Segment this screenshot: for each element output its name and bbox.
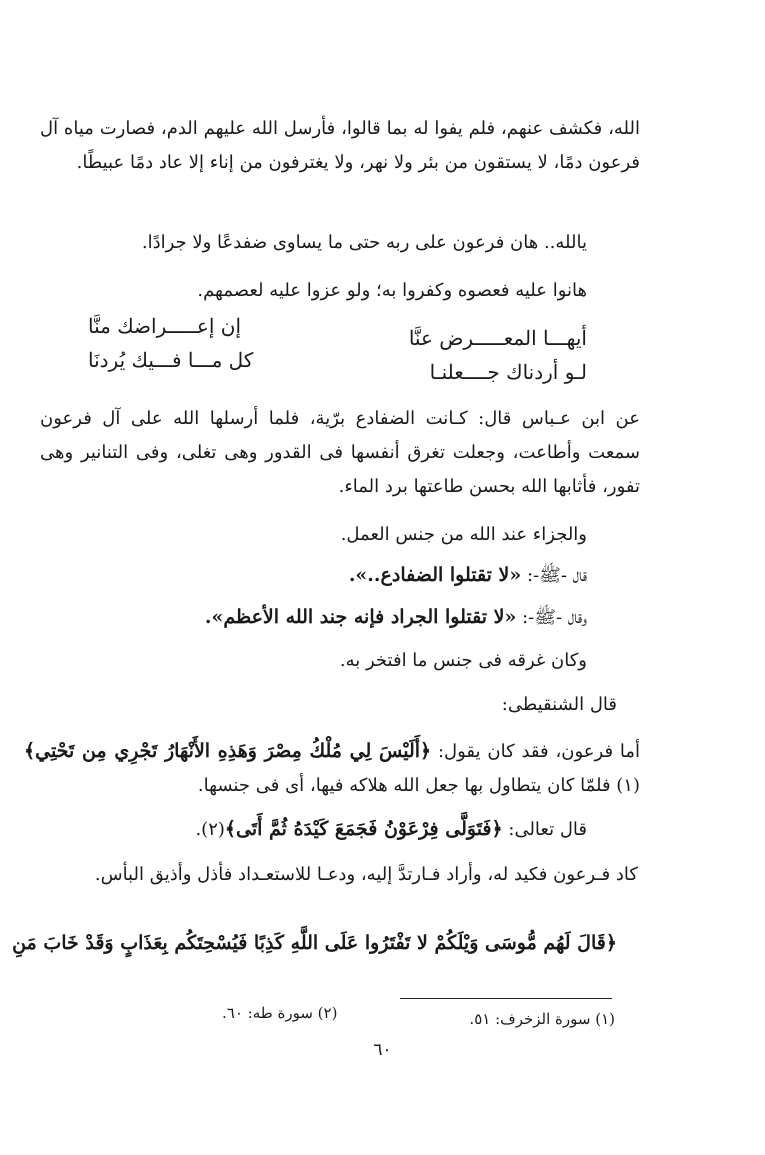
hadith-frogs-quote: «لا تقتلوا الضفادع..». (348, 564, 522, 586)
footnote-1: (١) سورة الزخرف: ٥١. (469, 1010, 615, 1028)
p11-quran-verse: ﴿فَتَوَلَّى فِرْعَوْنُ فَجَمَعَ كَيْدَهُ ثُمَّ أَتَى﴾ (224, 818, 503, 840)
verse-line-2-left: كل مـــا فـــيك يُردنَا (88, 348, 254, 372)
paragraph-4: عن ابن عـباس قال: كـانت الضفادع برّية، فلما أرسلها الله على آل فرعون سمعت وأطاعت، وجعلت تغرق أنفسها فى القدور وهى تغلى، وفى التنانير وهى تفور، فأثابها الله بحسن طاعتها برد الماء. (40, 408, 640, 497)
page-number: ٦٠ (373, 1040, 392, 1060)
paragraph-9: قال الشنقيطى: (501, 694, 617, 715)
p10-quran-verse: ﴿أَلَيْسَ لِي مُلْكُ مِصْرَ وَهَذِهِ الأَنْهَارُ تَجْرِي مِن تَحْتِي﴾ (24, 740, 432, 762)
p11-ref: (٢). (195, 819, 225, 840)
hadith-frogs (349, 564, 587, 590)
footnote-divider (400, 998, 612, 999)
verse-line-1-right: أيهـــا المعـــــرض عنَّا (408, 326, 587, 350)
verse-line-1-left: إن إعـــــراضك منَّا (88, 314, 242, 338)
paragraph-5: والجزاء عند الله من جنس العمل. (340, 524, 587, 545)
p10-rest: (١) فلمّا كان يتطاول بها جعل الله هلاكه فيها، أى فى جنسها. (197, 775, 640, 796)
footnote-2: (٢) سورة طه: ٦٠. (222, 1004, 338, 1022)
paragraph-11 (195, 818, 587, 840)
p11-prefix: قال تعالى: (502, 819, 587, 840)
paragraph-10 (24, 734, 640, 803)
paragraph-3: هانوا عليه فعصوه وكفروا به؛ ولو عزوا عليه لعصمهم. (197, 280, 587, 301)
hadith-locusts-prefix: وقال -ﷺ-: (516, 607, 587, 628)
hadith-frogs-prefix: قال -ﷺ-: (521, 565, 587, 586)
paragraph-2: يالله.. هان فرعون على ربه حتى ما يساوى ضفدعًا ولا جرادًا. (141, 232, 587, 253)
paragraph-12: كاد فـرعون فكيد له، وأراد فـارتدَّ إليه، ودعـا للاستعـداد فأذل وأذيق البأس. (94, 864, 638, 885)
paragraph-1: الله، فكشف عنهم، فلم يفوا له بما قالوا، فأرسل الله عليهم الدم، فصارت مياه آل فرعون دمًا، لا يستقون من بئر ولا نهر، ولا يغترفون من إناء إلا عاد دمًا عبيطًا. (40, 118, 640, 173)
paragraph-13-quran: ﴿قَالَ لَهُم مُّوسَى وَيْلَكُمْ لا تَفْتَرُوا عَلَى اللَّهِ كَذِبًا فَيُسْحِتَكُم بِعَذَابٍ وَقَدْ خَابَ مَنِ (12, 932, 617, 954)
p10-prefix: أما فرعون، فقد كان يقول: (431, 741, 640, 762)
paragraph-8: وكان غرقه فى جنس ما افتخر به. (339, 650, 587, 671)
hadith-locusts-quote: «لا تقتلوا الجراد فإنه جند الله الأعظم». (204, 606, 517, 628)
hadith-locusts (205, 606, 587, 632)
verse-line-2-right: لـو أردناك جــــعلنـا (429, 360, 587, 384)
